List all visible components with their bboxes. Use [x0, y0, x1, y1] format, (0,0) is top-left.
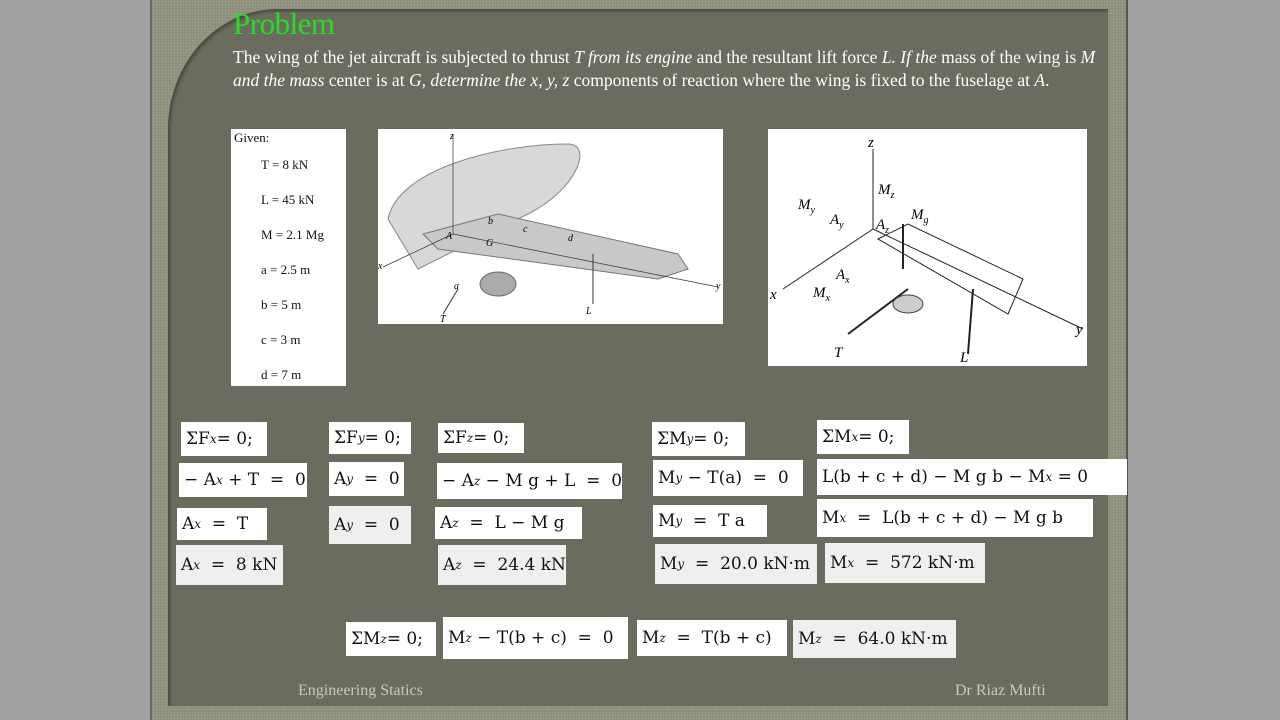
equation-subscript: z	[815, 632, 822, 646]
force-label: T	[440, 314, 446, 324]
equation-subscript: x	[209, 432, 217, 446]
equation-main: M	[658, 468, 676, 488]
weight-label: $M_g$	[911, 207, 929, 226]
equation-rest: − M g + L = 0	[480, 471, 623, 491]
equation-main: A	[182, 514, 195, 534]
equation	[437, 463, 622, 499]
equation-main: L(b + c + d) − M g b − M	[822, 467, 1046, 487]
equation-subscript: x	[215, 473, 223, 487]
result-equation	[329, 506, 411, 544]
equation-rest: = 0;	[216, 429, 253, 449]
moment-label: $M_z$	[878, 182, 895, 201]
given-row: c = 3 m	[261, 332, 301, 347]
equation-rest: = 0;	[858, 427, 895, 447]
equation	[817, 499, 1093, 537]
equation-main: A	[334, 469, 347, 489]
axis-label: z	[868, 135, 874, 151]
equation-subscript: x	[193, 558, 201, 572]
given-row: d = 7 m	[261, 367, 302, 382]
result-equation	[176, 545, 283, 585]
problem-statement: The wing of the jet aircraft is subjected to thrust T from its engine and the resultant lift force L. If the mass of the wing is M and the mass center is at G, determine the x, y, z components of reaction where the wing is fixed to the fuselage at A.	[233, 47, 1096, 90]
equation-rest: = T	[201, 514, 249, 534]
equation	[346, 622, 436, 656]
equation-subscript: y	[675, 471, 683, 485]
dim-label: c	[523, 224, 528, 235]
slide-title: Problem	[233, 6, 335, 41]
equation	[652, 422, 745, 456]
equation-main: M	[830, 553, 848, 573]
equation-subscript: x	[847, 556, 855, 570]
aircraft-wing-figure	[378, 129, 723, 324]
equation-main: A	[440, 513, 453, 533]
footer-course: Engineering Statics	[298, 682, 423, 699]
point-label: G	[486, 238, 494, 249]
force-label: L	[586, 306, 592, 317]
equation-main: ΣF	[186, 429, 210, 449]
equation-main: M	[660, 554, 678, 574]
equation-main: ΣF	[443, 428, 467, 448]
equation-subscript: z	[473, 474, 481, 488]
equation-main: A	[181, 555, 194, 575]
equation-subscript: z	[659, 631, 666, 645]
axis-label: y	[1076, 322, 1083, 338]
equation	[177, 508, 267, 540]
equation-subscript: y	[346, 472, 354, 486]
equation-main: ΣM	[657, 429, 687, 449]
given-row: L = 45 kN	[261, 192, 315, 207]
equation-main: ΣM	[822, 427, 852, 447]
equation-subscript: x	[851, 430, 859, 444]
equation-rest: = T a	[682, 511, 745, 531]
equation	[637, 620, 787, 656]
moment-label: $M_x$	[813, 285, 830, 304]
axis-label: x	[770, 287, 777, 303]
equation-rest: = 8 kN	[200, 555, 278, 575]
equation-main: − A	[184, 470, 216, 490]
equation-main: A	[443, 555, 456, 575]
equation-rest: = 572 kN·m	[854, 553, 975, 573]
equation-rest: = 0	[1052, 467, 1089, 487]
given-row: b = 5 m	[261, 297, 302, 312]
equation	[435, 507, 582, 539]
force-label: L	[960, 350, 969, 366]
equation-rest: = 0;	[364, 428, 401, 448]
equation-rest: − T(a) = 0	[682, 468, 789, 488]
equation-subscript: y	[686, 432, 694, 446]
equation	[329, 462, 404, 496]
equation	[817, 420, 909, 454]
equation-rest: = 20.0 kN·m	[684, 554, 811, 574]
equation-subscript: z	[455, 558, 462, 572]
equation-subscript: z	[452, 516, 459, 530]
equation-rest: = 0;	[386, 629, 423, 649]
equation-rest: = 0;	[693, 429, 730, 449]
equation-subscript: z	[466, 431, 474, 445]
moment-label: $M_y$	[798, 197, 815, 216]
given-row: a = 2.5 m	[261, 262, 311, 277]
equation	[329, 422, 411, 454]
given-row: M = 2.1 Mg	[261, 227, 324, 242]
result-equation	[438, 545, 566, 585]
equation-main: − A	[442, 471, 474, 491]
result-equation	[655, 544, 817, 584]
reaction-label: $A_x$	[836, 267, 850, 286]
equation-subscript: x	[194, 517, 202, 531]
free-body-diagram	[768, 129, 1087, 366]
equation-rest: = 24.4 kN	[461, 555, 566, 575]
equation-rest: = L(b + c + d) − M g b	[846, 508, 1064, 528]
given-row: T = 8 kN	[261, 157, 309, 172]
equation-subscript: x	[1045, 470, 1053, 484]
dim-label: b	[488, 216, 493, 227]
equation	[817, 459, 1127, 495]
axis-label: z	[450, 131, 454, 142]
equation-main: M	[448, 628, 466, 648]
given-values-box	[231, 129, 346, 386]
dim-label: d	[568, 233, 573, 244]
axis-label: y	[716, 281, 721, 292]
equation	[443, 617, 628, 659]
footer-author: Dr Riaz Mufti	[955, 682, 1046, 699]
force-label: T	[834, 345, 843, 361]
result-equation	[825, 543, 985, 583]
equation-rest: = 0	[353, 515, 400, 535]
equation-rest: = 0	[353, 469, 400, 489]
reaction-label: $A_z$	[876, 217, 890, 236]
axis-label: x	[378, 261, 383, 272]
equation-rest: = T(b + c)	[665, 628, 772, 648]
reaction-label: $A_y$	[830, 212, 844, 231]
equation-rest: = 64.0 kN·m	[821, 629, 948, 649]
equation-rest: = 0;	[473, 428, 510, 448]
point-label: A	[446, 231, 453, 242]
equation	[438, 423, 524, 453]
equation-rest: − T(b + c) = 0	[471, 628, 614, 648]
equation-subscript: y	[675, 514, 683, 528]
equation-main: M	[658, 511, 676, 531]
result-equation	[793, 620, 956, 658]
dim-label: a	[454, 281, 459, 292]
equation-rest: = L − M g	[458, 513, 565, 533]
equation-subscript: y	[346, 518, 354, 532]
equation-main: A	[334, 515, 347, 535]
equation-main: ΣM	[351, 629, 381, 649]
equation-main: M	[798, 629, 816, 649]
equation-subscript: x	[839, 511, 847, 525]
equation	[181, 422, 267, 456]
equation-main: M	[642, 628, 660, 648]
given-heading: Given:	[234, 130, 270, 145]
equation	[653, 460, 803, 496]
equation-main: M	[822, 508, 840, 528]
equation-subscript: y	[677, 557, 685, 571]
equation-subscript: z	[380, 632, 387, 646]
equation-main: ΣF	[334, 428, 358, 448]
equation-rest: + T = 0	[222, 470, 306, 490]
equation	[653, 505, 767, 537]
equation-subscript: z	[465, 631, 472, 645]
equation	[179, 463, 307, 497]
equation-subscript: y	[357, 431, 365, 445]
